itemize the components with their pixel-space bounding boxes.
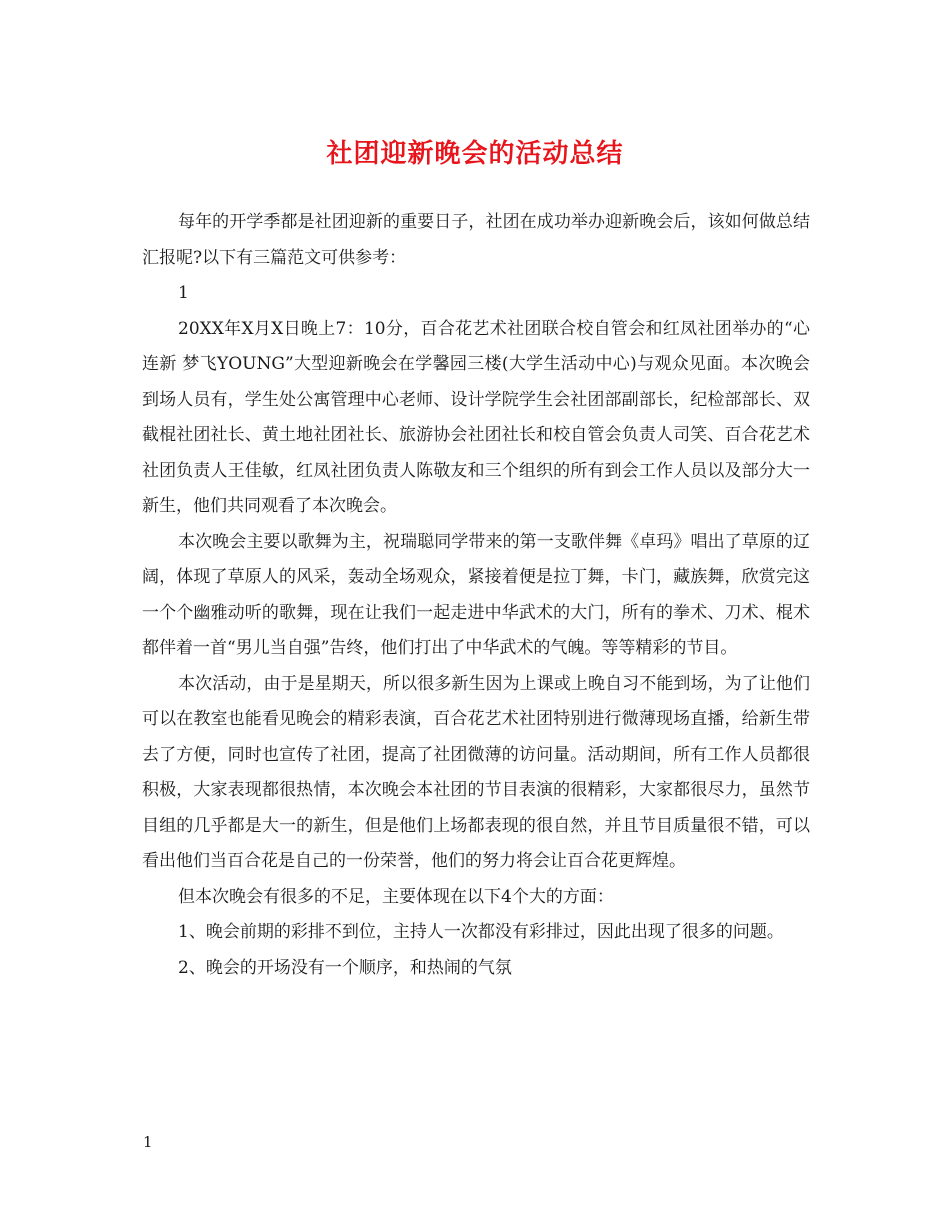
document-title: 社团迎新晚会的活动总结 [326,139,624,169]
section-number: 1 [178,283,189,303]
body-paragraph: 本次晚会主要以歌舞为主，祝瑞聪同学带来的第一支歌伴舞《卓玛》唱出了草原的辽阔，体现了草原人的风采，轰动全场观众，紧接着便是拉丁舞，卡门，藏族舞，欣赏完这一个个幽雅动听的歌舞，现在让我们一起走进中华武术的大门，所有的拳术、刀术、棍术都伴着一首“男儿当自强”告终，他们打出了中华武术的气魄。等等精彩的节目。 [142,531,810,658]
body-paragraph: 但本次晚会有很多的不足，主要体现在以下4个大的方面： [178,886,614,907]
body-paragraph: 20XX年X月X日晚上7：10分，百合花艺术社团联合校自管会和红凤社团举办的“心连新 梦飞YOUNG”大型迎新晚会在学馨园三楼(大学生活动中心)与观众见面。本次晚会到场人员有，学生处公寓管理中心老师、设计学院学生会社团部副部长，纪检部部长、双截棍社团社长、黄土地社团社长、旅游协会社团社长和校自管会负责人司笑、百合花艺术社团负责人王佳敏，红凤社团负责人陈敬友和三个组织的所有到会工作人员以及部分大一新生，他们共同观看了本次晚会。 [142,318,810,516]
intro-paragraph: 每年的开学季都是社团迎新的重要日子，社团在成功举办迎新晚会后，该如何做总结汇报呢?以下有三篇范文可供参考： [142,212,810,268]
list-item: 1、晚会前期的彩排不到位，主持人一次都没有彩排过，因此出现了很多的问题。 [178,922,784,942]
document-body [142,205,810,986]
list-item: 2、晚会的开场没有一个顺序，和热闹的气氛 [178,957,512,978]
body-paragraph: 本次活动，由于是星期天，所以很多新生因为上课或上晚自习不能到场，为了让他们可以在教室也能看见晚会的精彩表演，百合花艺术社团特别进行微薄现场直播，给新生带去了方便，同时也宣传了社团，提高了社团微薄的访问量。活动期间，所有工作人员都很积极，大家表现都很热情，本次晚会本社团的节目表演的很精彩，大家都很尽力，虽然节目组的几乎都是大一的新生，但是他们上场都表现的很自然，并且节目质量很不错，可以看出他们当百合花是自己的一份荣誉，他们的努力将会让百合花更辉煌。 [142,673,810,871]
page-number: 1 [143,1133,153,1151]
